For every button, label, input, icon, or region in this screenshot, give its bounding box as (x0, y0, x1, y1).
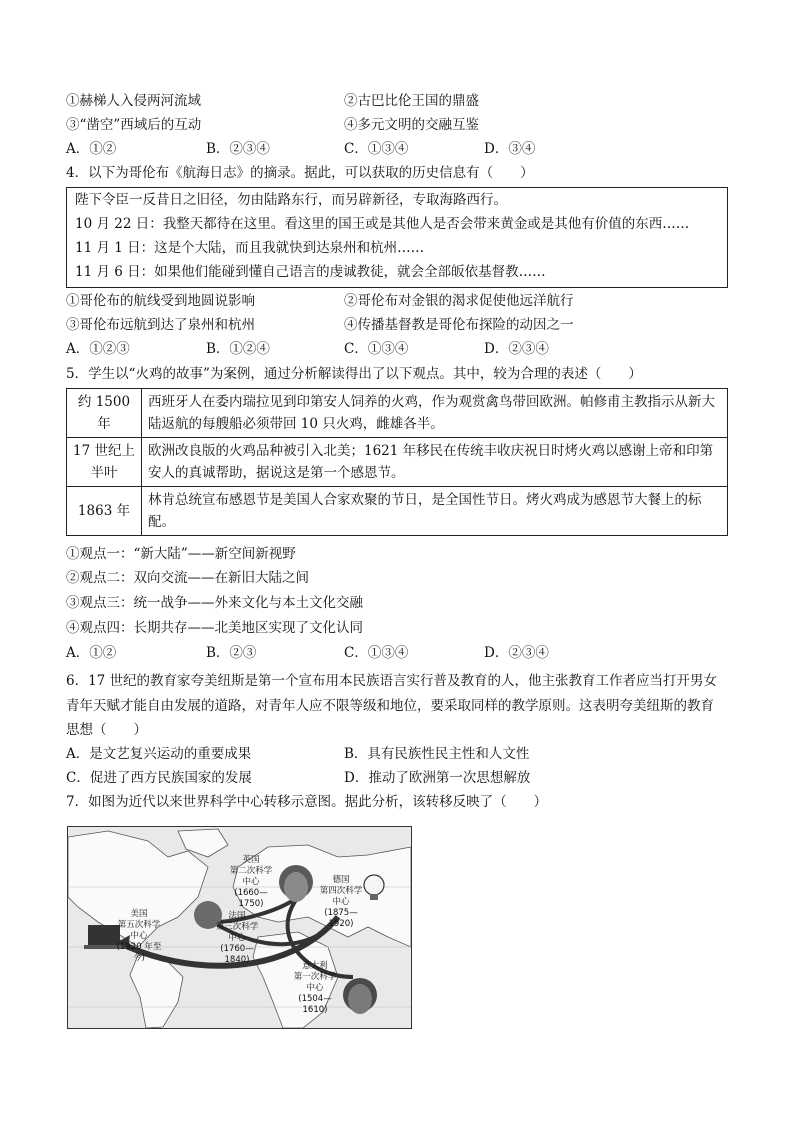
table-row (67, 438, 728, 487)
q5-view-4: ④观点四：长期共存——北美地区实现了文化认同 (66, 620, 363, 636)
science-center-map (67, 826, 412, 1029)
q6-choice-d[interactable]: D．推动了欧洲第一次思想解放 (344, 770, 531, 786)
q5-choice-c[interactable]: C．①③④ (344, 645, 409, 661)
q4-quote-line-1: 陛下令臣一反昔日之旧径，勿由陆路东行，而另辟新径，专取海路西行。 (75, 192, 507, 208)
q5-text-cell: 林肯总统宣布感恩节是美国人合家欢聚的节日，是全国性节日。烤火鸡成为感恩节大餐上的标配。 (142, 487, 728, 536)
table-row (67, 487, 728, 536)
light-bulb-icon (364, 875, 384, 895)
q6-choice-a[interactable]: A．是文艺复兴运动的重要成果 (66, 746, 252, 762)
q5-time-cell: 约 1500 年 (67, 389, 142, 438)
q4-choice-d[interactable]: D．②③④ (484, 341, 549, 357)
q5-time-cell: 17 世纪上半叶 (67, 438, 142, 487)
center-label-usa: 美国 第五次科学中心 (1920 年至今) (116, 909, 162, 963)
q5-choice-d[interactable]: D．②③④ (484, 645, 549, 661)
q5-choice-b[interactable]: B．②③ (206, 645, 257, 661)
q4-quote-line-4: 11 月 6 日：如果他们能碰到懂自己语言的虔诚教徒，就会全部皈依基督教…… (75, 264, 546, 280)
q4-choice-c[interactable]: C．①③④ (344, 341, 409, 357)
q3-option-2: ②古巴比伦王国的鼎盛 (344, 93, 479, 109)
q5-table (66, 388, 728, 536)
q3-choice-b[interactable]: B．②③④ (206, 141, 270, 157)
q5-stem: 5．学生以“火鸡的故事”为案例，通过分析解读得出了以下观点。其中，较为合理的表述（ ） (66, 366, 642, 382)
center-label-germany: 德国 第四次科学中心 (1875—1920) (319, 875, 363, 929)
q5-view-1: ①观点一：“新大陆”——新空间新视野 (66, 546, 296, 562)
q3-choice-d[interactable]: D．③④ (484, 141, 536, 157)
q5-view-3: ③观点三：统一战争——外来文化与本土文化交融 (66, 595, 363, 611)
q4-quote-line-3: 11 月 1 日：这是个大陆，而且我就快到达泉州和杭州…… (75, 240, 425, 256)
q6-stem-line-3: 思想（ ） (66, 722, 147, 738)
q4-quote-box (66, 187, 728, 288)
table-row (67, 389, 728, 438)
q5-text-cell: 西班牙人在委内瑞拉见到印第安人饲养的火鸡，作为观赏禽鸟带回欧洲。帕修甫主教指示从新大陆返航的每艘船必须带回 10 只火鸡，雌雄各半。 (142, 389, 728, 438)
q4-choice-b[interactable]: B．①②④ (206, 341, 270, 357)
q6-choice-c[interactable]: C．促进了西方民族国家的发展 (66, 770, 252, 786)
center-label-france: 法国 第三次科学中心 (1760—1840) (215, 911, 259, 965)
q6-stem-line-2: 青年天赋才能自由发展的道路，对青年人应不限等级和地位，要采取同样的教学原则。这表明夸美纽斯的教育 (66, 698, 714, 714)
q3-choice-c[interactable]: C．①③④ (344, 141, 409, 157)
q3-option-4: ④多元文明的交融互鉴 (344, 117, 479, 133)
q5-view-2: ②观点二：双向交流——在新旧大陆之间 (66, 570, 309, 586)
q4-option-2: ②哥伦布对金银的渴求促使他远洋航行 (344, 293, 574, 309)
q5-time-cell: 1863 年 (67, 487, 142, 536)
q4-choice-a[interactable]: A．①②③ (66, 341, 130, 357)
q6-choice-b[interactable]: B．具有民族性民主性和人文性 (344, 746, 530, 762)
q3-option-1: ①赫梯人入侵两河流域 (66, 93, 201, 109)
q4-option-3: ③哥伦布远航到达了泉州和杭州 (66, 317, 255, 333)
q6-stem-line-1: 6．17 世纪的教育家夸美纽斯是第一个宣布用本民族语言实行普及教育的人，他主张教育工作者应当打开男女 (66, 673, 718, 689)
q7-stem: 7．如图为近代以来世界科学中心转移示意图。据此分析，该转移反映了（ ） (66, 794, 548, 810)
q5-text-cell: 欧洲改良版的火鸡品种被引入北美；1621 年移民在传统丰收庆祝日时烤火鸡以感谢上帝和印第安人的真诚帮助，据说这是第一个感恩节。 (142, 438, 728, 487)
q3-choice-a[interactable]: A．①② (66, 141, 117, 157)
center-label-italy: 意大利 第一次科学中心 (1504—1610) (293, 961, 337, 1015)
q4-quote-line-2: 10 月 22 日：我整天都待在这里。看这里的国王或是其他人是否会带来黄金或是其他有价值的东西…… (75, 216, 690, 232)
q5-choice-a[interactable]: A．①② (66, 645, 117, 661)
q4-option-1: ①哥伦布的航线受到地圆说影响 (66, 293, 255, 309)
q3-option-3: ③“凿空”西域后的互动 (66, 117, 202, 133)
q4-option-4: ④传播基督教是哥伦布探险的动因之一 (344, 317, 574, 333)
q4-stem: 4．以下为哥伦布《航海日志》的摘录。据此，可以获取的历史信息有（ ） (66, 165, 534, 181)
center-label-uk: 英国 第二次科学中心 (1660—1750) (229, 855, 273, 909)
